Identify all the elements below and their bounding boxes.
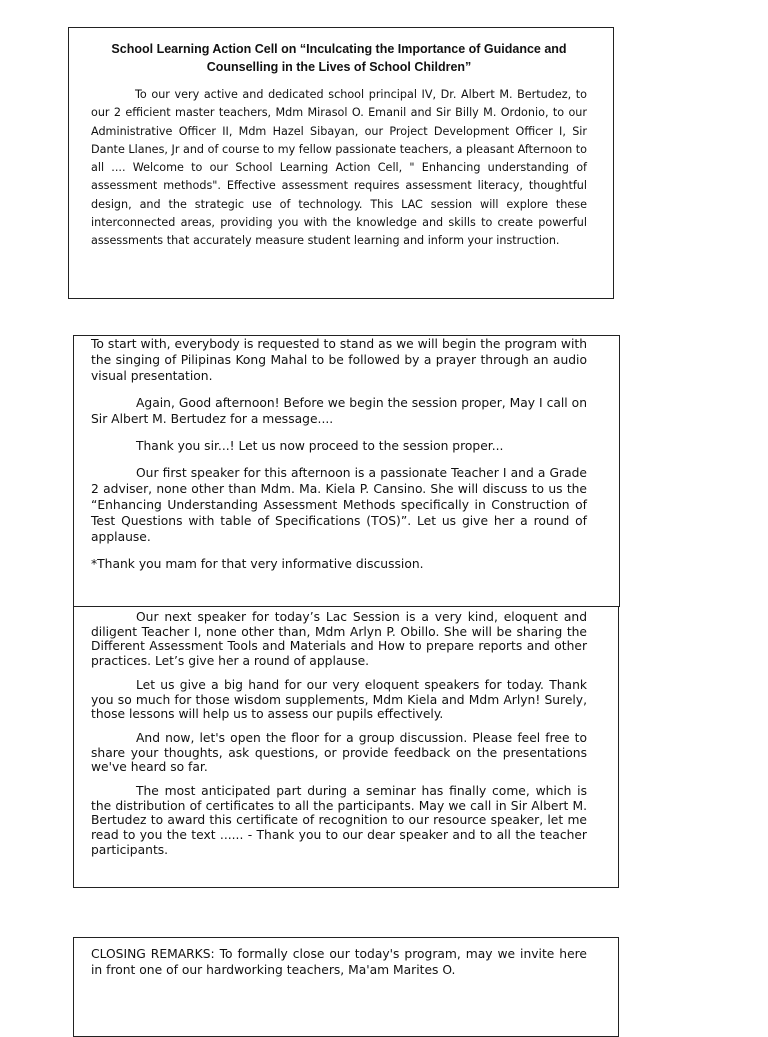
opening-box: [73, 335, 620, 607]
second-speaker-paragraph: Our next speaker for today’s Lac Session is a very kind, eloquent and diligent Teacher I, none other than, Mdm Arlyn P. Obillo. She will be sharing the Different Assessment Tools and Materials and How to prepare reports and other practices. Let’s give her a round of applause.: [91, 610, 587, 669]
closing-remarks-box: [73, 937, 619, 1037]
speakers-thanks-paragraph: Let us give a big hand for our very eloquent speakers for today. Thank you so much for those wisdom supplements, Mdm Kiela and Mdm Arlyn! Surely, those lessons will help us to assess our pupils effectively.: [91, 677, 587, 722]
closing-remarks-paragraph: CLOSING REMARKS: To formally close our today's program, may we invite here in front one of our hardworking teachers, Ma'am Marites O.: [91, 947, 587, 977]
certificates-paragraph: The most anticipated part during a seminar has finally come, which is the distribution of certificates to all the participants. May we call in Sir Albert M. Bertudez to award this certificate of recognition to our resource speaker, let me read to you the text ...... - Thank you to our dear speaker and to all the teacher participants.: [91, 784, 587, 857]
document-title: School Learning Action Cell on “Inculcating the Importance of Guidance and Counselling in the Lives of School Children”: [111, 42, 567, 74]
welcome-paragraph: To our very active and dedicated school principal IV, Dr. Albert M. Bertudez, to our 2 efficient master teachers, Mdm Mirasol O. Emanil and Sir Billy M. Ordonio, to our Administrative Officer II, Mdm Hazel Sibayan, our Project Development Officer I, Sir Dante Llanes, Jr and of course to my fellow passionate teachers, a pleasant Afternoon to all .... Welcome to our School Learning Action Cell, " Enhancing understanding of assessment methods". Effective assessment requires assessment literacy, thoughtful design, and the strategic use of technology. This LAC session will explore these interconnected areas, providing you with the knowledge and skills to create powerful assessments that accurately measure student learning and inform your instruction.: [91, 88, 587, 248]
welcome-box: [68, 27, 614, 299]
open-forum-paragraph: And now, let's open the floor for a group discussion. Please feel free to share your thoughts, ask questions, or provide feedback on the presentations we've heard so far.: [91, 730, 587, 775]
first-speaker-paragraph: Our first speaker for this afternoon is a passionate Teacher I and a Grade 2 adviser, none other than Mdm. Ma. Kiela P. Cansino. She will discuss to us the “Enhancing Understanding Assessment Methods specifically in Construction of Test Questions with table of Specifications (TOS)”. Let us give her a round of applause.: [91, 466, 587, 544]
second-speaker-box: [73, 606, 619, 888]
thank-you-paragraph: Thank you sir...! Let us now proceed to the session proper...: [136, 439, 504, 453]
opening-paragraph: To start with, everybody is requested to stand as we will begin the program with the singing of Pilipinas Kong Mahal to be followed by a prayer through an audio visual presentation.: [91, 337, 587, 383]
principal-message-paragraph: Again, Good afternoon! Before we begin the session proper, May I call on Sir Albert M. Bertudez for a message....: [91, 396, 587, 426]
first-speaker-thanks-paragraph: *Thank you mam for that very informative discussion.: [91, 557, 424, 571]
